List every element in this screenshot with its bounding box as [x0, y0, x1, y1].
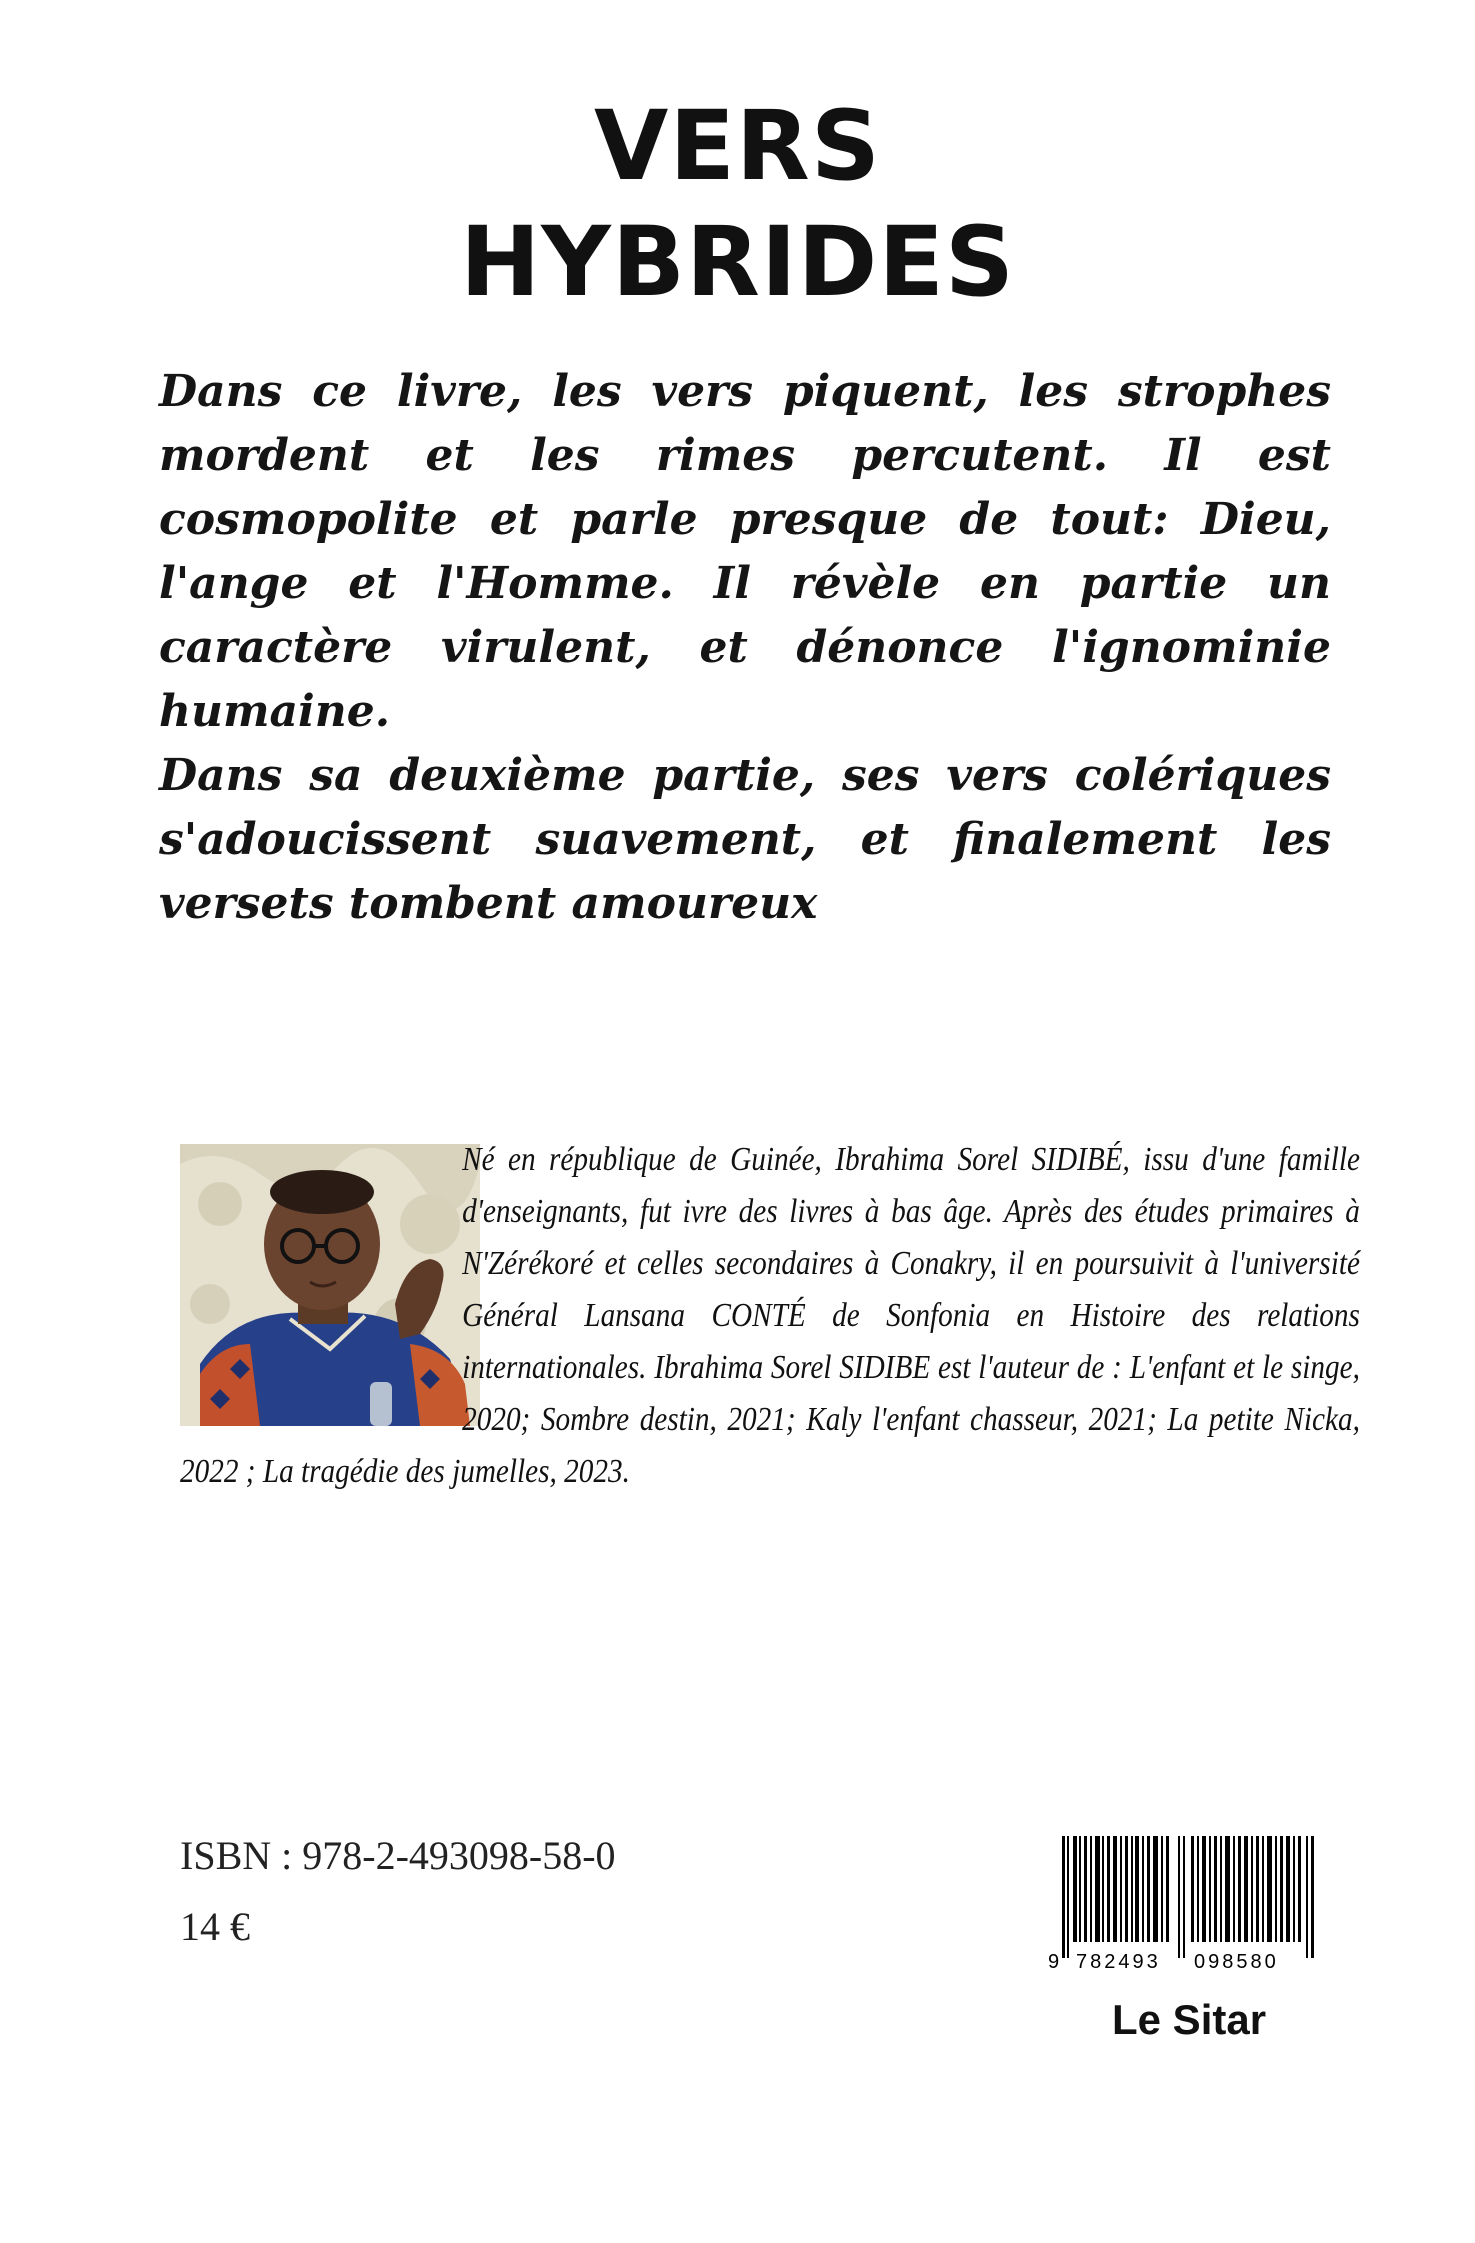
barcode: [1040, 1836, 1340, 1976]
author-section: [180, 1134, 1360, 1494]
title-line-2: HYBRIDES: [459, 206, 1016, 318]
barcode-digit-first: 9: [1048, 1951, 1060, 1973]
isbn-label: ISBN : 978-2-493098-58-0: [180, 1833, 616, 1878]
barcode-bars: [1062, 1836, 1314, 1958]
blurb-paragraph-1: Dans ce livre, les vers piquent, les strophes mordent et les rimes percutent. Il est cosmopolite et parle presque de tout: Dieu, l'ange et l'Homme. Il révèle en partie un caractère virulent, et dénonce l'ignominie humaine.: [159, 366, 1331, 737]
blurb-paragraph-2: Dans sa deuxième partie, ses vers colériques s'adoucissent suavement, et finalement les versets tombent amoureux: [159, 750, 1331, 929]
barcode-group-right: 098580: [1194, 1951, 1279, 1973]
publisher-name: Le Sitar: [1112, 1996, 1267, 2043]
barcode-group-left: 782493: [1076, 1951, 1161, 1973]
book-title: [0, 88, 1475, 320]
price-label: 14 €: [180, 1904, 250, 1949]
title-line-1: VERS: [594, 90, 881, 202]
author-bio: Né en république de Guinée, Ibrahima Sorel SIDIBÉ, issu d'une famille d'enseignants, fut ivre des livres à bas âge. Après des études primaires à N'Zérékoré et celles secondaires à Conakry, il en poursuivit à l'université Général Lansana CONTÉ de Sonfonia en Histoire des relations internationales. Ibrahima Sorel SIDIBE est l'auteur de : L'enfant et le singe, 2020; Sombre destin, 2021; Kaly l'enfant chasseur, 2021; La petite Nicka, 2022 ; La tragédie des jumelles, 2023.: [180, 1141, 1360, 1490]
book-blurb: [159, 360, 1331, 936]
